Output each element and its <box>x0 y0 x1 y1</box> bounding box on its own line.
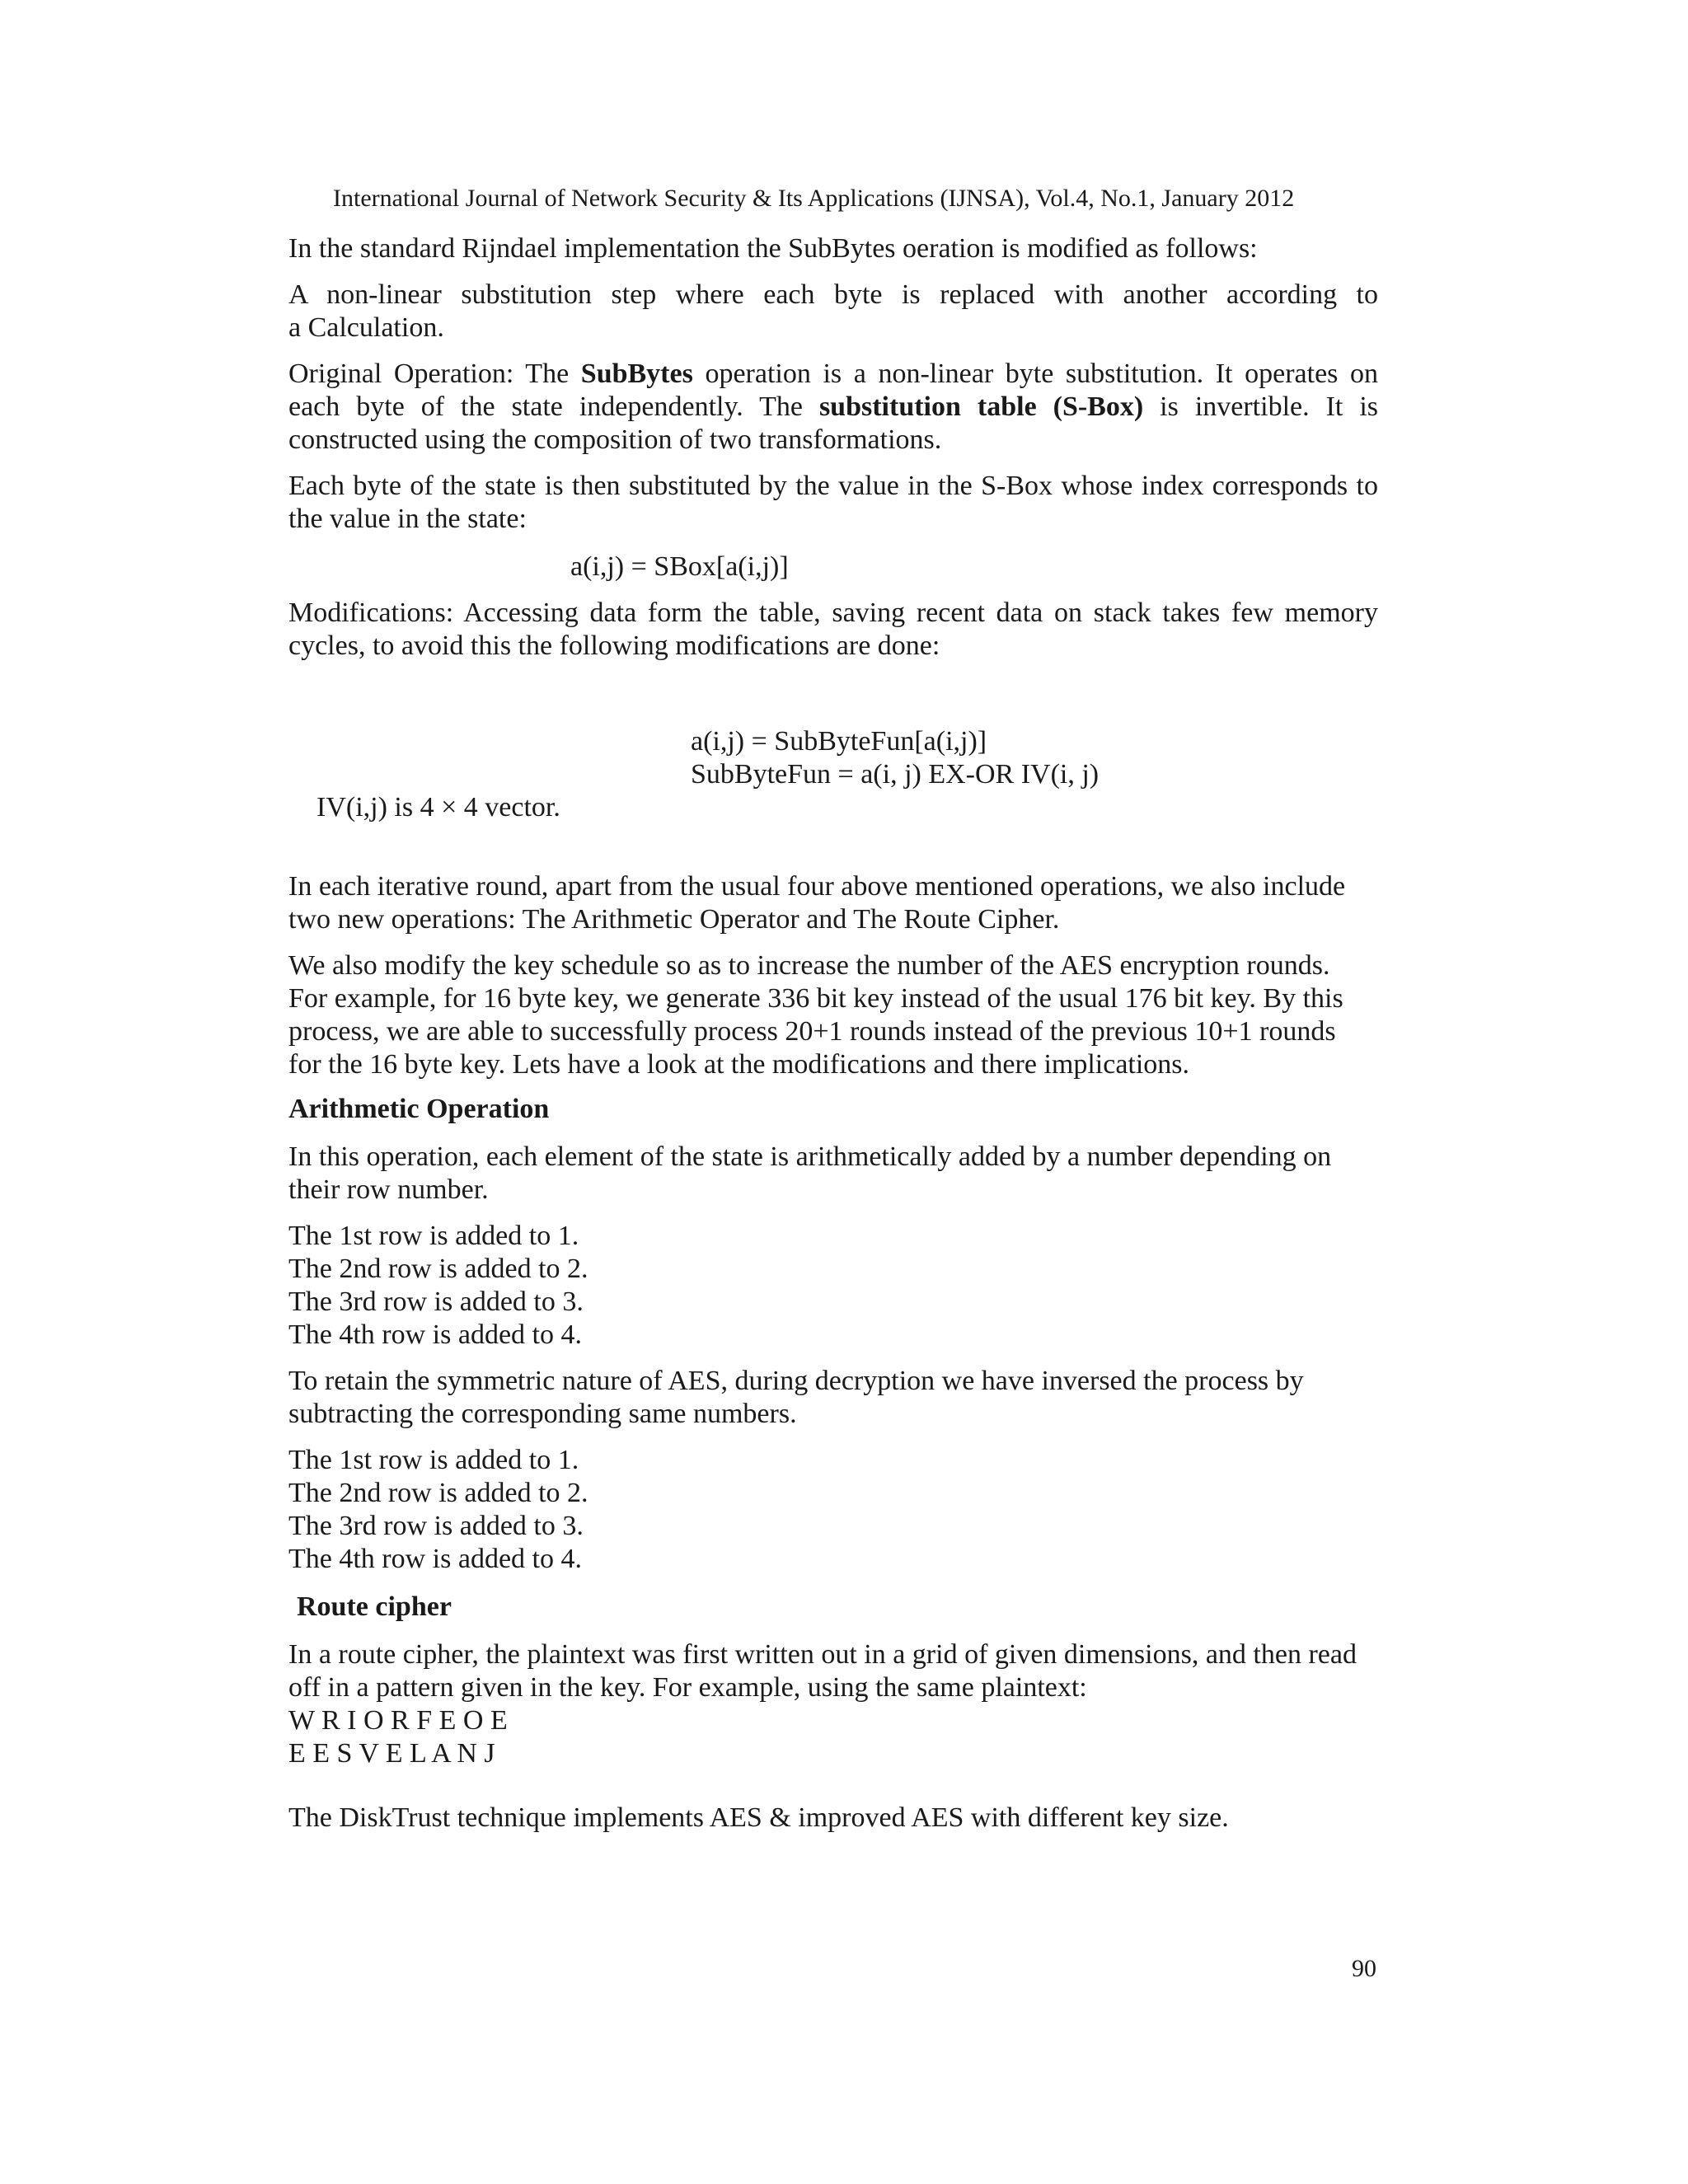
paragraph-line: a Calculation. <box>288 312 444 343</box>
paragraph-line: Modifications: Accessing data form the table, saving recent data on stack takes few memory <box>288 598 1378 628</box>
paragraph-line: The DiskTrust technique implements AES & improved AES with different key size. <box>288 1802 1229 1833</box>
paragraph-original-operation <box>288 358 1378 457</box>
paragraph-text: In the standard Rijndael implementation the SubBytes oeration is modified as follows: <box>288 233 1258 264</box>
paragraph-key-schedule <box>288 949 1378 1081</box>
text-run: each byte of the state independently. The <box>288 391 819 422</box>
paragraph-line: off in a pattern given in the key. For example, using the same plaintext: <box>288 1672 1087 1703</box>
paragraph-arithmetic-desc <box>288 1141 1378 1207</box>
paragraph-disktrust <box>288 1802 1378 1835</box>
paragraph-line: A non-linear substitution step where each byte is replaced with another according to <box>288 279 1378 310</box>
paragraph-line: for the 16 byte key. Lets have a look at the modifications and there implications. <box>288 1049 1190 1080</box>
section-heading-arithmetic: Arithmetic Operation <box>288 1094 550 1124</box>
paragraph-line: their row number. <box>288 1174 489 1205</box>
page-number: 90 <box>1352 1955 1376 1982</box>
paragraph-line: In this operation, each element of the state is arithmetically added by a number depending on <box>288 1141 1332 1172</box>
list-item: The 1st row is added to 1. <box>288 1221 579 1251</box>
paragraph-line: To retain the symmetric nature of AES, during decryption we have inversed the process by <box>288 1366 1304 1396</box>
paragraph-modifications <box>288 597 1378 663</box>
running-header: International Journal of Network Security & Its Applications (IJNSA), Vol.4, No.1, January 2012 <box>333 185 1295 212</box>
paragraph-decryption <box>288 1365 1378 1431</box>
list-item: The 3rd row is added to 3. <box>288 1511 584 1541</box>
paragraph-line <box>288 358 1378 391</box>
paragraph-line: In a route cipher, the plaintext was first written out in a grid of given dimensions, and then read <box>288 1639 1357 1670</box>
formula-subbytefun: a(i,j) = SubByteFun[a(i,j)] <box>691 726 987 757</box>
paragraph-state-substitution <box>288 470 1378 536</box>
list-item: The 4th row is added to 4. <box>288 1319 582 1350</box>
paragraph-line: subtracting the corresponding same numbers. <box>288 1399 797 1429</box>
paragraph-line <box>288 391 1378 424</box>
iv-vector-note: IV(i,j) is 4 × 4 vector. <box>316 792 560 823</box>
term-subbytes: SubBytes <box>580 359 693 389</box>
paragraph-line: two new operations: The Arithmetic Operator and The Route Cipher. <box>288 904 1060 935</box>
list-item: The 2nd row is added to 2. <box>288 1478 588 1508</box>
paragraph-line: In each iterative round, apart from the usual four above mentioned operations, we also include <box>288 871 1346 902</box>
list-item: The 2nd row is added to 2. <box>288 1254 588 1284</box>
cipher-grid-row: W R I O R F E O E <box>288 1705 508 1736</box>
paragraph-line: the value in the state: <box>288 504 527 534</box>
row-addition-list <box>288 1220 1378 1352</box>
list-item: The 3rd row is added to 3. <box>288 1286 584 1317</box>
paragraph-nonlinear-step <box>288 279 1378 344</box>
paragraph-route-cipher <box>288 1638 1378 1770</box>
row-decryption-list <box>288 1444 1378 1576</box>
paragraph-line: We also modify the key schedule so as to increase the number of the AES encryption rounds. <box>288 950 1330 981</box>
list-item: The 4th row is added to 4. <box>288 1544 582 1574</box>
paragraph-line: For example, for 16 byte key, we generate 336 bit key instead of the usual 176 bit key. By this <box>288 983 1343 1014</box>
term-sbox: substitution table (S-Box) <box>818 391 1144 422</box>
text-run: is invertible. It is <box>1143 391 1378 422</box>
formula-xor: SubByteFun = a(i, j) EX-OR IV(i, j) <box>691 759 1100 790</box>
text-run: Original Operation: The <box>288 359 581 389</box>
formula-sbox: a(i,j) = SBox[a(i,j)] <box>570 551 789 582</box>
cipher-grid-row: E E S V E L A N J <box>288 1738 495 1769</box>
paragraph-line: constructed using the composition of two transformations. <box>288 424 942 455</box>
paragraph-line: process, we are able to successfully process 20+1 rounds instead of the previous 10+1 rounds <box>288 1016 1336 1047</box>
section-heading-route-cipher: Route cipher <box>297 1591 452 1622</box>
text-run: operation is a non-linear byte substitution. It operates on <box>692 359 1378 389</box>
paragraph-line: cycles, to avoid this the following modifications are done: <box>288 630 940 661</box>
list-item: The 1st row is added to 1. <box>288 1445 579 1475</box>
paragraph-iterative-round <box>288 870 1378 936</box>
paragraph-line: Each byte of the state is then substituted by the value in the S-Box whose index corresponds to <box>288 471 1378 501</box>
paragraph-subbytes-intro <box>288 232 1378 265</box>
